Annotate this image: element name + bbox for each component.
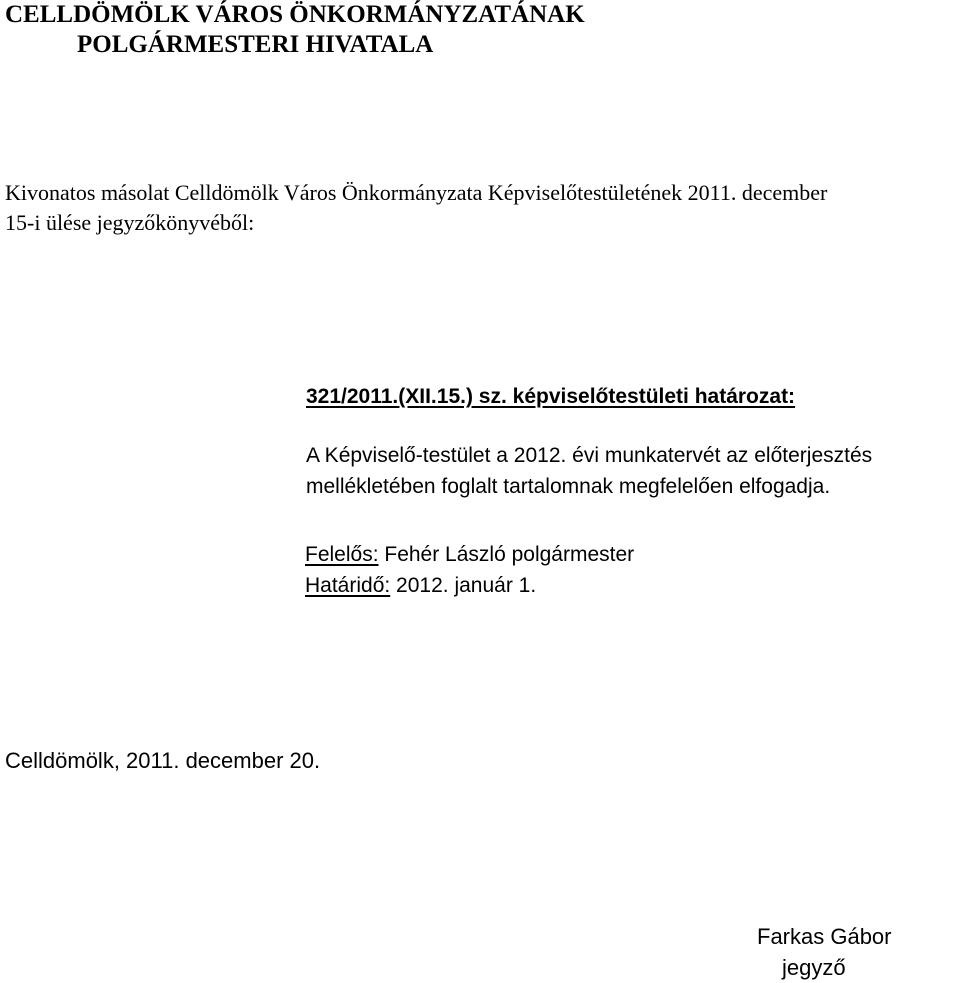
- signer-title: jegyző: [782, 955, 846, 980]
- deadline-row: [305, 572, 536, 600]
- resolution-title-text: 321/2011.(XII.15.) sz. képviselőtestületi határozat:: [306, 385, 796, 408]
- responsible-label: Felelős:: [305, 543, 379, 566]
- responsible-row: [305, 541, 634, 569]
- header-line-2: POLGÁRMESTERI HIVATALA: [77, 31, 434, 58]
- resolution-body-line-1: A Képviselő-testület a 2012. évi munkatervét az előterjesztés: [306, 444, 873, 467]
- intro-line-1: Kivonatos másolat Celldömölk Város Önkormányzata Képviselőtestületének 2011. december: [5, 180, 828, 205]
- signer-name: Farkas Gábor: [757, 924, 892, 949]
- intro-line-2: 15-i ülése jegyzőkönyvéből:: [5, 210, 255, 235]
- responsible-value: Fehér László polgármester: [378, 543, 635, 566]
- resolution-title: [306, 383, 795, 411]
- header-line-1: CELLDÖMÖLK VÁROS ÖNKORMÁNYZATÁNAK: [5, 1, 585, 28]
- resolution-body-line-2: mellékletében foglalt tartalomnak megfelelően elfogadja.: [306, 475, 831, 498]
- place-date: Celldömölk, 2011. december 20.: [5, 748, 321, 773]
- deadline-label: Határidő:: [305, 574, 391, 597]
- deadline-value: 2012. január 1.: [390, 574, 537, 597]
